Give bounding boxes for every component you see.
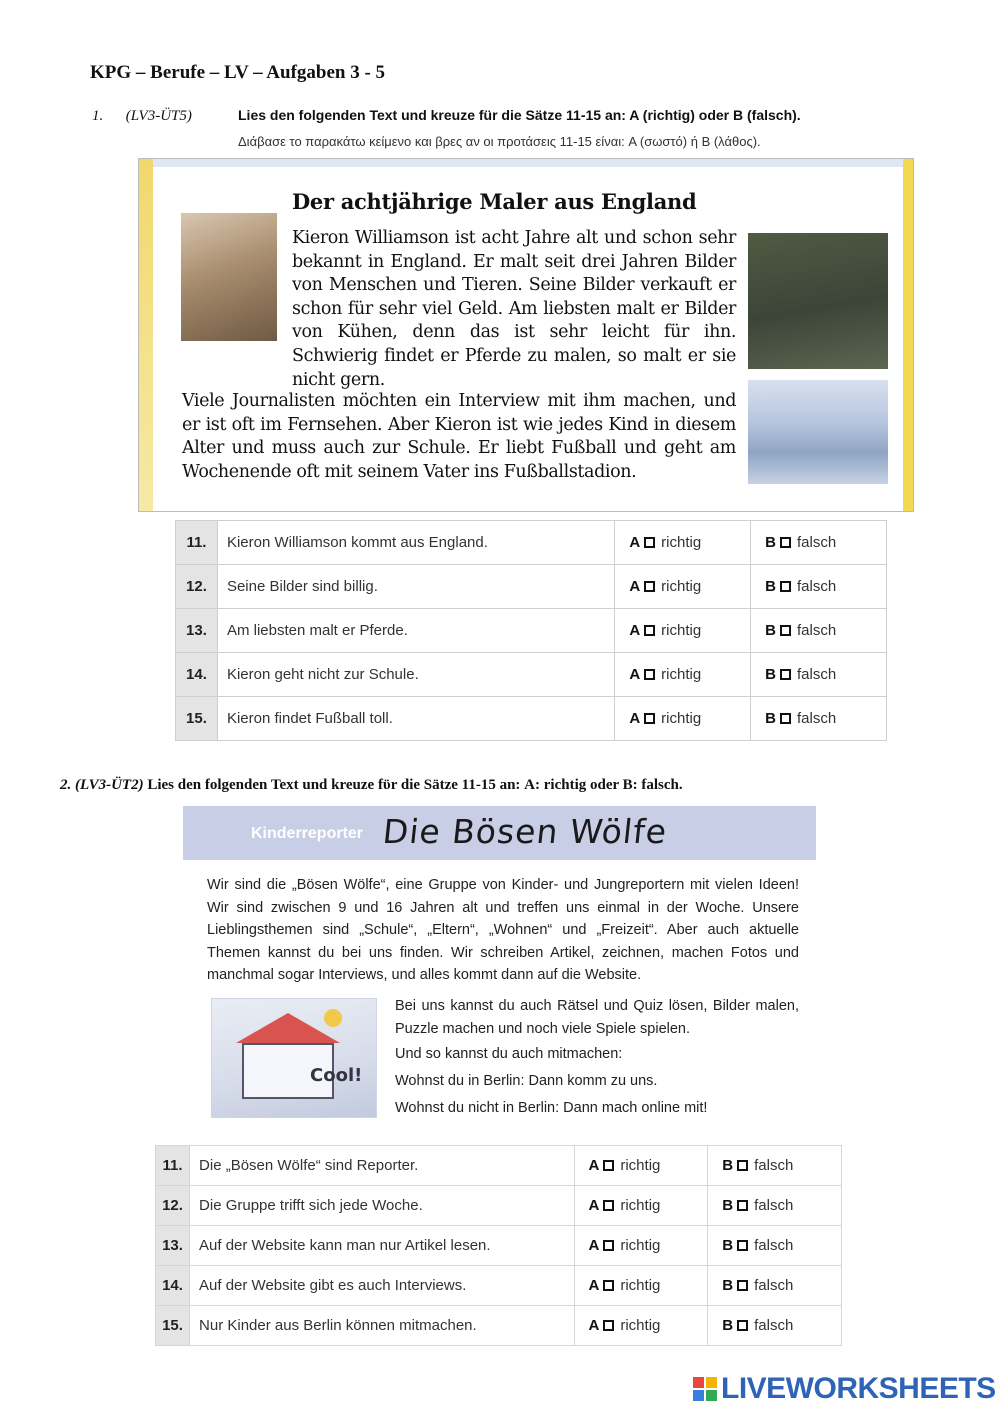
statement-text: Kieron findet Fußball toll. [217, 697, 614, 741]
exercise2-statements-table [155, 1145, 842, 1346]
banner-kicker: Kinderreporter [251, 825, 364, 842]
table-row [176, 521, 887, 565]
option-b[interactable] [708, 1186, 842, 1226]
option-b-checkbox[interactable] [780, 537, 791, 548]
option-b-letter: B [722, 1157, 734, 1174]
option-b-letter: B [722, 1237, 734, 1254]
option-a-checkbox[interactable] [644, 581, 655, 592]
statement-text: Auf der Website kann man nur Artikel lesen. [190, 1226, 574, 1266]
article2-line-1: Und so kannst du auch mitmachen: [395, 1046, 623, 1062]
statement-text: Kieron geht nicht zur Schule. [217, 653, 614, 697]
option-a-label: richtig [620, 1277, 661, 1294]
panel-top-stripe [139, 159, 913, 167]
table-row [156, 1186, 842, 1226]
logo-mark-square [706, 1390, 717, 1401]
exercise2-label: 2. (LV3-ÜT2) [60, 777, 144, 793]
option-b-checkbox[interactable] [737, 1280, 748, 1291]
article-paragraph-2: Viele Journalisten möchten ein Interview mit ihm machen, und er ist oft im Fernsehen. Aber Kieron ist wie jedes Kind in diesem Alter und muss auch zur Schule. Er liebt Fußball und geht am Wochenende oft mit seinem Vater ins Fußballstadion. [182, 391, 736, 482]
option-a[interactable] [574, 1306, 708, 1346]
option-a-letter: A [588, 1317, 600, 1334]
table-row [176, 653, 887, 697]
logo-mark-icon [693, 1377, 717, 1401]
option-b-label: falsch [796, 666, 837, 683]
option-b-label: falsch [754, 1277, 794, 1294]
option-b-checkbox[interactable] [780, 625, 791, 636]
table-row [156, 1306, 842, 1346]
option-b-letter: B [765, 534, 776, 551]
exercise1-number: 1. [92, 108, 104, 124]
option-b-checkbox[interactable] [737, 1160, 748, 1171]
option-b-label: falsch [754, 1237, 794, 1254]
option-a[interactable] [615, 565, 751, 609]
option-a[interactable] [574, 1226, 708, 1266]
illustration-caption: Cool! [310, 1065, 363, 1086]
article2-side-paragraph: Bei uns kannst du auch Rätsel und Quiz lösen, Bilder malen, Puzzle machen und noch viele Spiele spielen. [395, 998, 799, 1037]
article-headline: Der achtjährige Maler aus England [292, 189, 697, 214]
article2-line-2: Wohnst du in Berlin: Dann komm zu uns. [395, 1073, 658, 1089]
option-a-label: richtig [620, 1237, 661, 1254]
logo-wordmark: LIVEWORKSHEETS [721, 1372, 996, 1405]
logo-mark-square [693, 1377, 704, 1388]
exercise1-code: (LV3-ÜT5) [125, 108, 192, 124]
option-b-letter: B [765, 666, 776, 683]
option-a-checkbox[interactable] [603, 1280, 614, 1291]
option-b-label: falsch [796, 710, 837, 727]
exercise1-instruction-greek: Διάβασε το παρακάτω κείμενο και βρες αν οι προτάσεις 11-15 είναι: A (σωστό) ή B (λάθος). [238, 134, 761, 149]
option-b-letter: B [722, 1317, 734, 1334]
statement-number: 11. [176, 521, 218, 565]
sun-shape [324, 1009, 342, 1027]
option-a-letter: A [629, 534, 641, 551]
option-b[interactable] [751, 697, 887, 741]
statement-number: 14. [156, 1266, 190, 1306]
article2-paragraph: Wir sind die „Bösen Wölfe“, eine Gruppe von Kinder- und Jungreportern mit vielen Ideen! Wir sind zwischen 9 und 16 Jahren alt und treffen uns einmal in der Woche. Unsere Lieblingsthemen sind „Schule“, „Eltern“, „Wohnen“ und „Freizeit“. Aber auch aktuelle Themen kannst du bei uns finden. Wir schreiben Artikel, zeichnen, machen Fotos und manchmal sogar Interviews, und alles kommt dann auf die Website. [207, 877, 799, 983]
option-a-letter: A [588, 1237, 600, 1254]
statement-number: 13. [176, 609, 218, 653]
option-a-label: richtig [620, 1317, 661, 1334]
statement-number: 15. [176, 697, 218, 741]
option-a-label: richtig [661, 578, 702, 595]
option-a-checkbox[interactable] [603, 1320, 614, 1331]
option-a[interactable] [574, 1146, 708, 1186]
photo-boy-with-painting [748, 233, 888, 369]
reading-text-panel-2 [183, 806, 816, 1124]
exercise2-header [60, 777, 683, 794]
statement-text: Nur Kinder aus Berlin können mitmachen. [190, 1306, 574, 1346]
option-b[interactable] [708, 1306, 842, 1346]
option-b[interactable] [751, 521, 887, 565]
option-a-label: richtig [661, 710, 702, 727]
reading-text-panel-1 [138, 158, 914, 512]
option-b-checkbox[interactable] [737, 1320, 748, 1331]
option-b[interactable] [708, 1146, 842, 1186]
option-b-letter: B [722, 1197, 734, 1214]
option-a-checkbox[interactable] [603, 1200, 614, 1211]
article2-line-3: Wohnst du nicht in Berlin: Dann mach online mit! [395, 1100, 708, 1116]
option-a-letter: A [629, 622, 641, 639]
exercise1-instruction: Lies den folgenden Text und kreuze für die Sätze 11-15 an: A (richtig) oder B (falsch). [238, 107, 801, 123]
statement-text: Die Gruppe trifft sich jede Woche. [190, 1186, 574, 1226]
statement-text: Auf der Website gibt es auch Interviews. [190, 1266, 574, 1306]
option-b-checkbox[interactable] [780, 581, 791, 592]
statement-text: Die „Bösen Wölfe“ sind Reporter. [190, 1146, 574, 1186]
option-b[interactable] [708, 1266, 842, 1306]
exercise1-header [92, 108, 192, 125]
exercise2-instruction: Lies den folgenden Text und kreuze fϋr die Sätze 11-15 an: Α: richtig oder B: falsch. [147, 777, 683, 793]
statement-number: 12. [156, 1186, 190, 1226]
banner-brand: Die Bösen Wölfe [380, 812, 670, 851]
option-b-label: falsch [796, 534, 837, 551]
option-b-checkbox[interactable] [737, 1200, 748, 1211]
table-row [156, 1146, 842, 1186]
option-a[interactable] [574, 1186, 708, 1226]
option-a-checkbox[interactable] [603, 1240, 614, 1251]
option-b-checkbox[interactable] [737, 1240, 748, 1251]
option-a-checkbox[interactable] [644, 713, 655, 724]
article-banner [183, 806, 816, 860]
option-a[interactable] [574, 1266, 708, 1306]
table-row [176, 697, 887, 741]
option-a-letter: A [629, 710, 641, 727]
option-a[interactable] [615, 609, 751, 653]
option-b[interactable] [708, 1226, 842, 1266]
statement-number: 14. [176, 653, 218, 697]
option-a-checkbox[interactable] [644, 537, 655, 548]
panel-right-stripe [903, 159, 913, 511]
logo-mark-square [693, 1390, 704, 1401]
option-b-label: falsch [754, 1157, 794, 1174]
option-b-label: falsch [796, 578, 837, 595]
photo-watercolor-painting [748, 380, 888, 484]
statement-number: 11. [156, 1146, 190, 1186]
option-a-checkbox[interactable] [603, 1160, 614, 1171]
illustration-house [211, 998, 377, 1118]
option-a[interactable] [615, 697, 751, 741]
option-a-checkbox[interactable] [644, 625, 655, 636]
option-b-checkbox[interactable] [780, 669, 791, 680]
option-b-letter: B [765, 710, 776, 727]
option-b-letter: B [765, 622, 776, 639]
option-b[interactable] [751, 653, 887, 697]
option-a-letter: A [588, 1157, 600, 1174]
option-a-label: richtig [661, 534, 702, 551]
option-a-letter: A [588, 1197, 600, 1214]
statement-text: Am liebsten malt er Pferde. [217, 609, 614, 653]
option-a-label: richtig [661, 622, 702, 639]
exercise1-statements-table [175, 520, 887, 741]
option-b[interactable] [751, 609, 887, 653]
logo-mark-square [706, 1377, 717, 1388]
option-a-letter: A [588, 1277, 600, 1294]
option-a-label: richtig [661, 666, 702, 683]
option-b-checkbox[interactable] [780, 713, 791, 724]
table-row [156, 1226, 842, 1266]
article-paragraph-1: Kieron Williamson ist acht Jahre alt und schon sehr bekannt in England. Er malt seit drei Jahren Bilder von Menschen und Tieren. Seine Bilder verkauft er schon für sehr viel Geld. Am liebsten malt er Bilder von Kühen, denn das ist sehr leicht für ihn. Schwierig findet er Pferde zu malen, so malt er sie nicht gern. [292, 228, 736, 390]
option-a[interactable] [615, 653, 751, 697]
option-a-label: richtig [620, 1157, 661, 1174]
statement-number: 12. [176, 565, 218, 609]
option-b-label: falsch [754, 1197, 794, 1214]
option-b[interactable] [751, 565, 887, 609]
option-a-letter: A [629, 578, 641, 595]
statement-text: Kieron Williamson kommt aus England. [217, 521, 614, 565]
option-a[interactable] [615, 521, 751, 565]
table-row [156, 1266, 842, 1306]
option-b-label: falsch [754, 1317, 794, 1334]
option-a-label: richtig [620, 1197, 661, 1214]
panel-left-stripe [139, 159, 153, 511]
option-b-letter: B [722, 1277, 734, 1294]
table-row [176, 609, 887, 653]
statement-number: 13. [156, 1226, 190, 1266]
photo-kid-drawing [181, 213, 277, 341]
option-a-checkbox[interactable] [644, 669, 655, 680]
option-b-letter: B [765, 578, 776, 595]
page-title: KPG – Berufe – LV – Aufgaben 3 - 5 [90, 62, 386, 83]
statement-text: Seine Bilder sind billig. [217, 565, 614, 609]
statement-number: 15. [156, 1306, 190, 1346]
option-a-letter: A [629, 666, 641, 683]
option-b-label: falsch [796, 622, 837, 639]
table-row [176, 565, 887, 609]
